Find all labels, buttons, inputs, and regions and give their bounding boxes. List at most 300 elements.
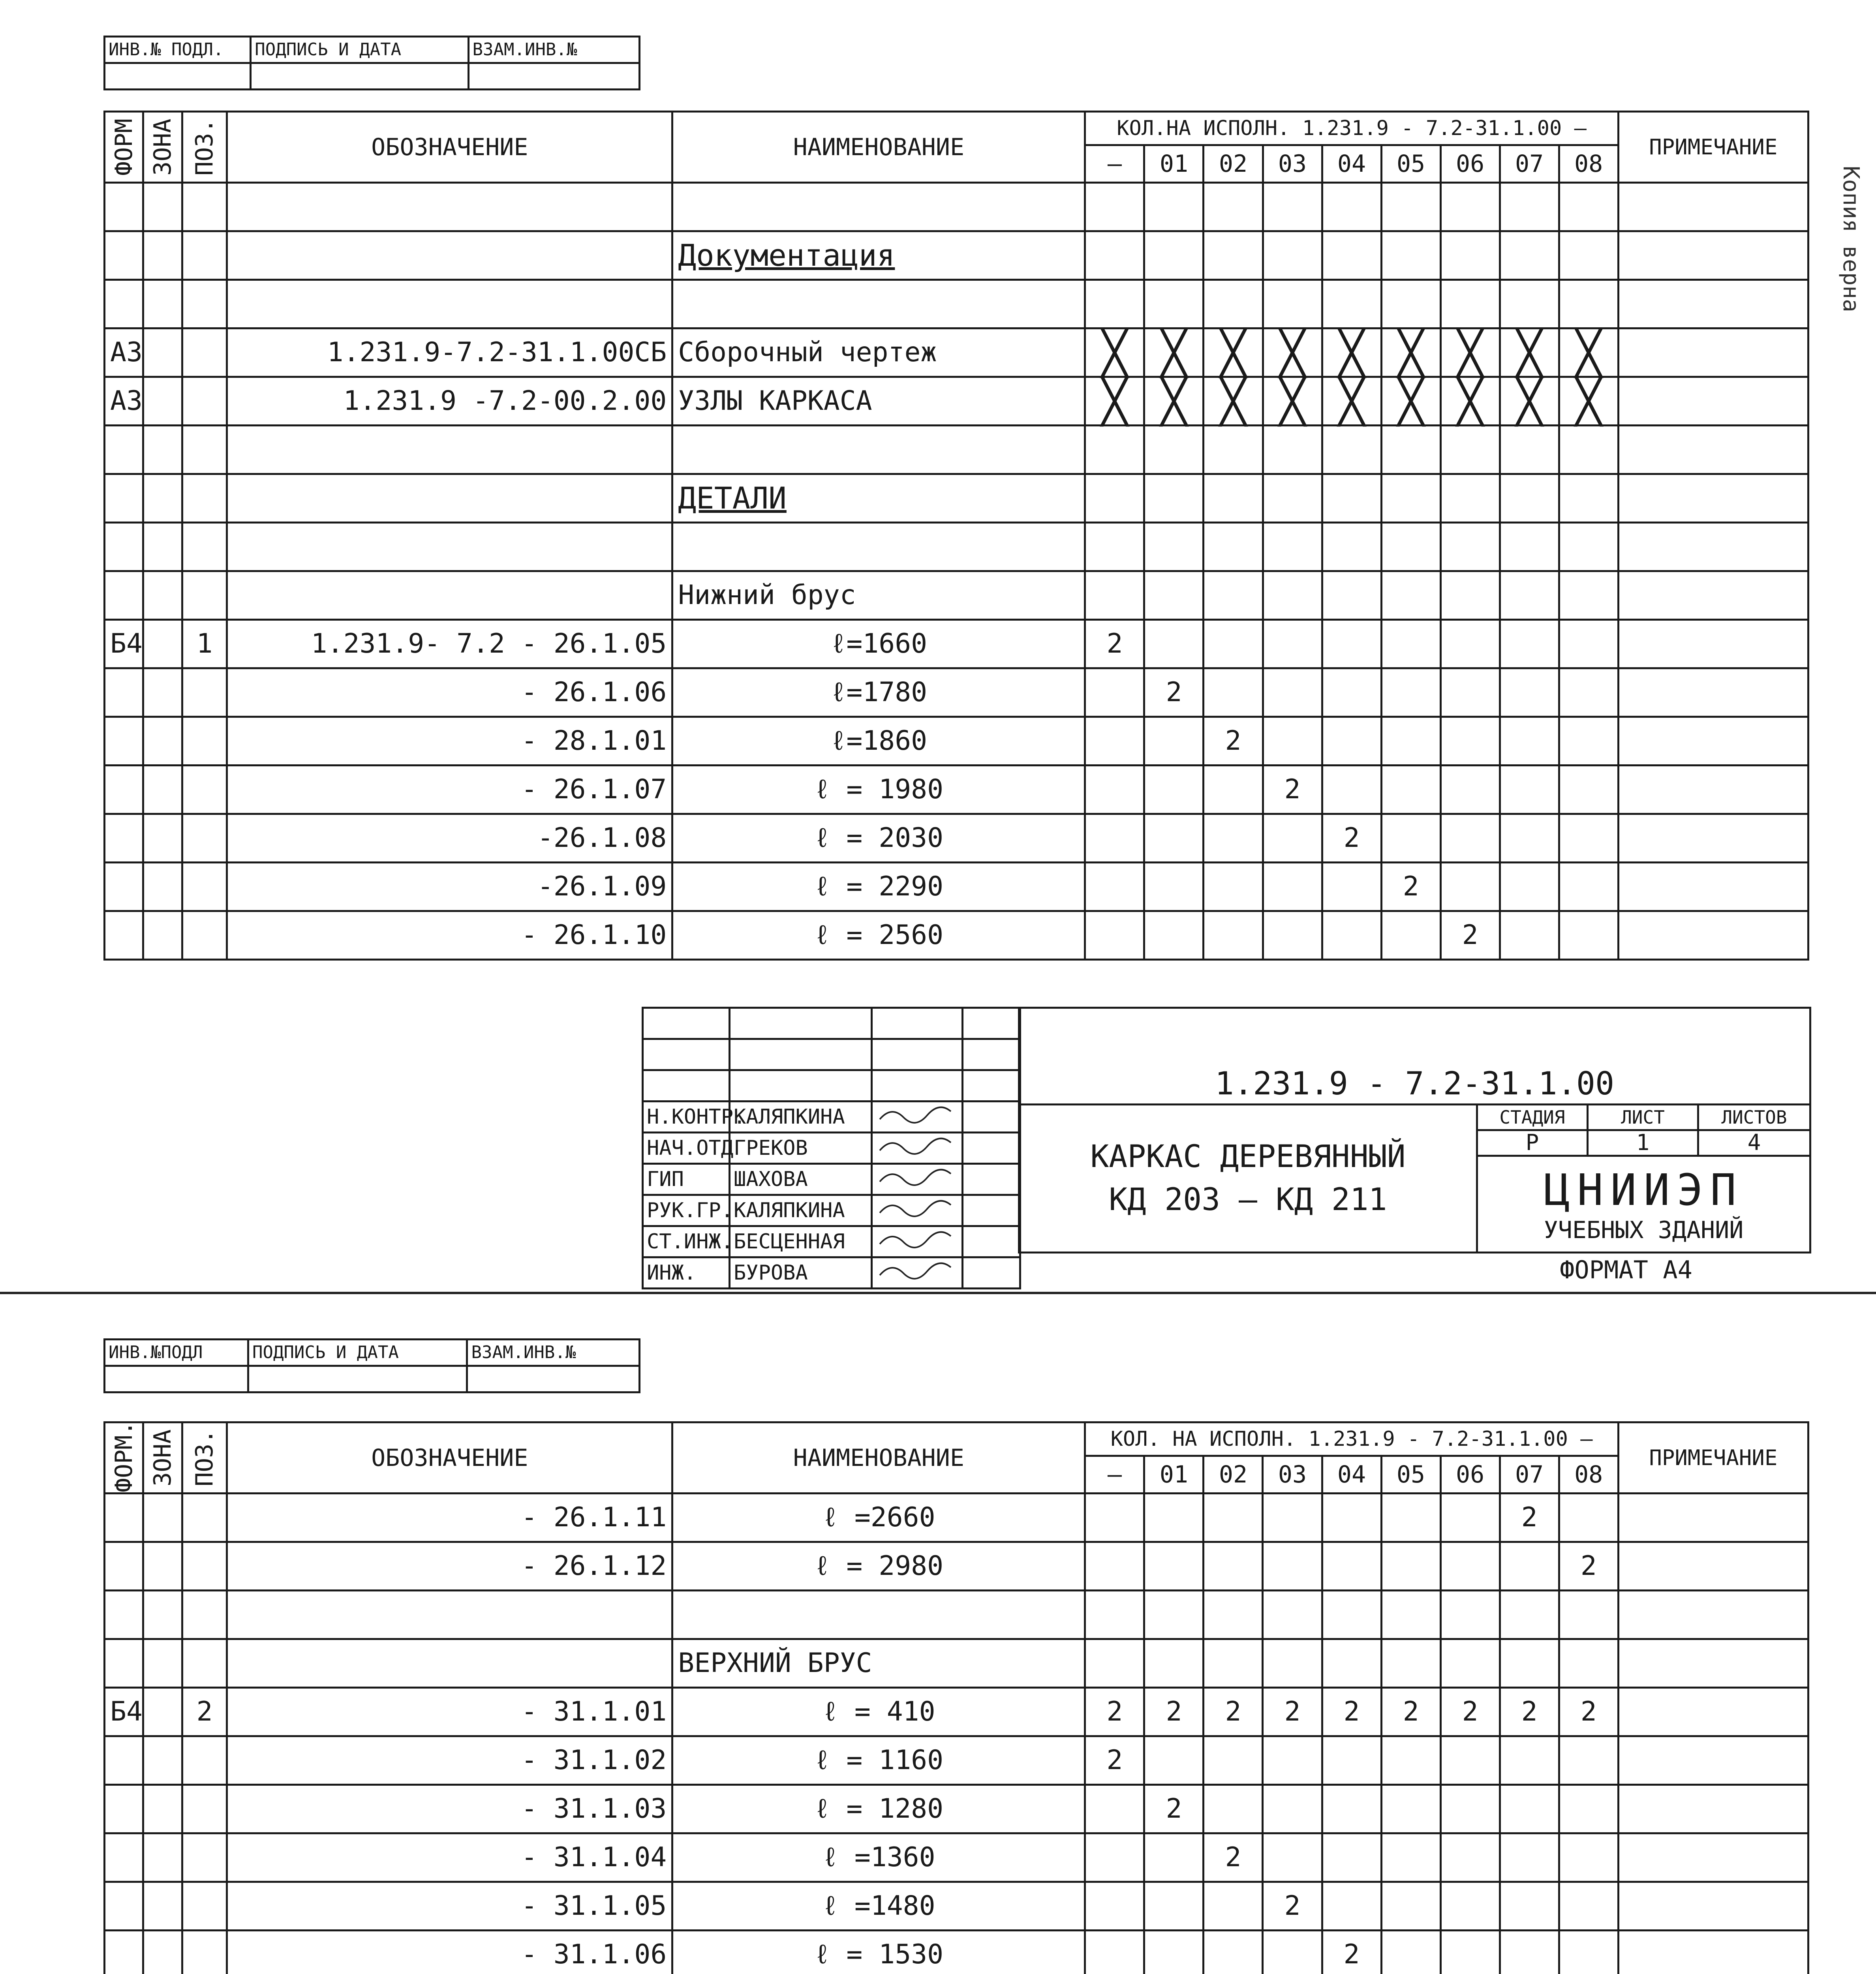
- cell-qty: [1204, 426, 1263, 474]
- cell-qty: 2: [1440, 911, 1500, 960]
- cell-qty: [1381, 231, 1440, 280]
- cell-qty: [1204, 231, 1263, 280]
- cell-qty: [1440, 1736, 1500, 1785]
- sign-date-label: ПОДПИСЬ И ДАТА: [251, 37, 468, 63]
- cell-form: [105, 1639, 143, 1688]
- cell-qty: [1440, 620, 1500, 668]
- cell-qty: [1144, 474, 1204, 523]
- title-block: [1018, 1007, 1811, 1253]
- cell-qty: [1085, 1591, 1144, 1639]
- cell-form: А3: [105, 377, 143, 426]
- cell-qty: [1500, 1736, 1559, 1785]
- cell-qty: [1144, 1736, 1204, 1785]
- cell-qty: [1322, 1736, 1381, 1785]
- variant-col: 08: [1559, 1456, 1618, 1494]
- cell-qty: [1559, 766, 1618, 814]
- cell-qty: [1085, 183, 1144, 231]
- table-row: [105, 620, 1808, 668]
- table-row: [105, 426, 1808, 474]
- cell-qty: [1144, 620, 1204, 668]
- person: ШАХОВА: [730, 1164, 872, 1195]
- cell-name: ℓ =2660: [672, 1494, 1085, 1542]
- cell-designation: [227, 523, 672, 571]
- cell-designation: [227, 183, 672, 231]
- cell-pos: [182, 1736, 227, 1785]
- cell-designation: - 28.1.01: [227, 717, 672, 766]
- cell-qty: [1263, 911, 1322, 960]
- cell-qty: [1263, 1494, 1322, 1542]
- cell-qty: [1085, 1542, 1144, 1591]
- cell-qty: 2: [1322, 814, 1381, 863]
- cell-zone: [143, 231, 182, 280]
- cell-qty: [1381, 766, 1440, 814]
- cell-qty: [1500, 523, 1559, 571]
- cell-qty: 2: [1500, 1494, 1559, 1542]
- role: ГИП: [643, 1164, 730, 1195]
- table-row: [105, 1736, 1808, 1785]
- spec-table-1: [103, 111, 1809, 961]
- cell-qty: [1322, 1785, 1381, 1833]
- variant-col: 07: [1500, 145, 1559, 183]
- cell-qty: [1204, 571, 1263, 620]
- cell-pos: [182, 328, 227, 377]
- cell-qty: [1144, 766, 1204, 814]
- top-stamp-2: [103, 1338, 640, 1393]
- cell-form: Б4: [105, 620, 143, 668]
- role: ИНЖ.: [643, 1257, 730, 1289]
- cell-qty: [1381, 717, 1440, 766]
- cell-qty: [1440, 1882, 1500, 1931]
- cell-qty: [1559, 1785, 1618, 1833]
- cell-pos: [182, 766, 227, 814]
- cell-qty: 2: [1144, 1688, 1204, 1736]
- variant-col: 06: [1440, 145, 1500, 183]
- inv-label-2: ИНВ.№ПОДЛ: [105, 1340, 248, 1366]
- cell-note: [1618, 814, 1808, 863]
- cell-form: [105, 668, 143, 717]
- cell-designation: - 26.1.11: [227, 1494, 672, 1542]
- cell-qty: [1440, 1833, 1500, 1882]
- cell-qty: [1500, 1591, 1559, 1639]
- cell-name: ДЕТАЛИ: [672, 474, 1085, 523]
- table-row: [105, 474, 1808, 523]
- variant-col: 02: [1204, 145, 1263, 183]
- cell-name: ВЕРХНИЙ БРУС: [672, 1639, 1085, 1688]
- cell-qty: 2: [1381, 863, 1440, 911]
- cell-designation: [227, 231, 672, 280]
- variant-col: 05: [1381, 145, 1440, 183]
- signature-row: [643, 1101, 1020, 1133]
- cell-note: [1618, 1688, 1808, 1736]
- cell-qty: [1085, 571, 1144, 620]
- cell-pos: [182, 1542, 227, 1591]
- cell-form: [105, 1785, 143, 1833]
- cell-qty: [1322, 1833, 1381, 1882]
- cell-qty: ╳: [1440, 377, 1500, 426]
- replace-inv-label-2: ВЗАМ.ИНВ.№: [467, 1340, 640, 1366]
- cell-qty: [1263, 1833, 1322, 1882]
- cell-note: [1618, 474, 1808, 523]
- cell-qty: [1204, 280, 1263, 328]
- table-row: [105, 183, 1808, 231]
- cell-zone: [143, 1494, 182, 1542]
- stage-label: СТАДИЯ: [1477, 1105, 1588, 1130]
- cell-qty: [1440, 1639, 1500, 1688]
- cell-designation: - 26.1.10: [227, 911, 672, 960]
- cell-qty: [1204, 863, 1263, 911]
- cell-qty: [1144, 1494, 1204, 1542]
- signature-mark: [872, 1101, 963, 1133]
- cell-qty: 2: [1559, 1542, 1618, 1591]
- cell-qty: 2: [1085, 620, 1144, 668]
- col-form: ФОРМ: [105, 112, 143, 183]
- cell-pos: [182, 523, 227, 571]
- cell-zone: [143, 328, 182, 377]
- cell-qty: [1322, 231, 1381, 280]
- variant-col: 02: [1204, 1456, 1263, 1494]
- cell-zone: [143, 863, 182, 911]
- cell-zone: [143, 1882, 182, 1931]
- sheets-value: 4: [1698, 1130, 1810, 1156]
- cell-name: [672, 523, 1085, 571]
- signature-row: [643, 1164, 1020, 1195]
- col-qty: КОЛ.НА ИСПОЛН. 1.231.9 - 7.2-31.1.00 —: [1085, 112, 1618, 145]
- cell-qty: 2: [1085, 1736, 1144, 1785]
- cell-qty: [1263, 426, 1322, 474]
- cell-form: [105, 1542, 143, 1591]
- doc-code-1: 1.231.9 - 7.2-31.1.00: [1019, 1064, 1810, 1105]
- cell-note: [1618, 1931, 1808, 1974]
- cell-qty: [1500, 426, 1559, 474]
- cell-name: ℓ =1480: [672, 1882, 1085, 1931]
- cell-qty: ╳: [1440, 328, 1500, 377]
- cell-qty: [1263, 571, 1322, 620]
- cell-designation: [227, 1591, 672, 1639]
- cell-qty: [1263, 474, 1322, 523]
- cell-qty: [1559, 911, 1618, 960]
- sheet-value: 1: [1588, 1130, 1698, 1156]
- cell-qty: [1263, 1542, 1322, 1591]
- cell-qty: [1559, 1494, 1618, 1542]
- cell-qty: [1144, 231, 1204, 280]
- cell-qty: 2: [1500, 1688, 1559, 1736]
- cell-qty: [1263, 814, 1322, 863]
- signature-mark: [872, 1195, 963, 1226]
- cell-qty: [1085, 717, 1144, 766]
- cell-name: ℓ = 2560: [672, 911, 1085, 960]
- cell-qty: [1500, 231, 1559, 280]
- cell-qty: [1322, 1591, 1381, 1639]
- cell-qty: [1322, 280, 1381, 328]
- cell-designation: - 26.1.12: [227, 1542, 672, 1591]
- cell-qty: 2: [1263, 766, 1322, 814]
- cell-zone: [143, 766, 182, 814]
- cell-form: [105, 1833, 143, 1882]
- cell-qty: [1381, 620, 1440, 668]
- signature-row: [643, 1226, 1020, 1257]
- cell-qty: [1085, 766, 1144, 814]
- cell-designation: [227, 1639, 672, 1688]
- cell-qty: [1381, 474, 1440, 523]
- signature-mark: [872, 1257, 963, 1289]
- cell-qty: 2: [1204, 1688, 1263, 1736]
- cell-qty: [1381, 911, 1440, 960]
- cell-qty: [1085, 1882, 1144, 1931]
- cell-qty: [1559, 523, 1618, 571]
- cell-qty: [1381, 183, 1440, 231]
- cell-form: [105, 1591, 143, 1639]
- cell-pos: 1: [182, 620, 227, 668]
- replace-inv-label: ВЗАМ.ИНВ.№: [468, 37, 640, 63]
- signature-mark: [872, 1226, 963, 1257]
- table-row: [105, 1931, 1808, 1974]
- cell-qty: [1263, 1785, 1322, 1833]
- sheet-2: [0, 1295, 1876, 1974]
- cell-qty: [1500, 668, 1559, 717]
- cell-qty: ╳: [1500, 328, 1559, 377]
- cell-pos: [182, 1494, 227, 1542]
- role: РУК.ГР.: [643, 1195, 730, 1226]
- cell-qty: [1381, 571, 1440, 620]
- cell-designation: [227, 280, 672, 328]
- cell-pos: [182, 377, 227, 426]
- cell-qty: [1204, 1591, 1263, 1639]
- person: БУРОВА: [730, 1257, 872, 1289]
- variant-col: 04: [1322, 145, 1381, 183]
- cell-name: [672, 1591, 1085, 1639]
- format-label-1: ФОРМАТ А4: [1560, 1255, 1692, 1284]
- cell-qty: [1204, 474, 1263, 523]
- cell-qty: ╳: [1144, 377, 1204, 426]
- table-row: [105, 1688, 1808, 1736]
- variant-col: —: [1085, 1456, 1144, 1494]
- cell-form: [105, 1736, 143, 1785]
- cell-name: ℓ=1780: [672, 668, 1085, 717]
- cell-qty: [1144, 717, 1204, 766]
- cell-pos: [182, 280, 227, 328]
- cell-qty: [1085, 523, 1144, 571]
- cell-qty: 2: [1144, 668, 1204, 717]
- cell-designation: 1.231.9 -7.2-00.2.00: [227, 377, 672, 426]
- cell-name: ℓ=1660: [672, 620, 1085, 668]
- cell-qty: [1381, 814, 1440, 863]
- cell-qty: [1322, 668, 1381, 717]
- signature-row: [643, 1195, 1020, 1226]
- cell-form: [105, 1931, 143, 1974]
- cell-qty: [1204, 766, 1263, 814]
- cell-qty: [1500, 474, 1559, 523]
- cell-zone: [143, 1688, 182, 1736]
- cell-name: [672, 280, 1085, 328]
- cell-qty: [1144, 814, 1204, 863]
- cell-qty: [1322, 863, 1381, 911]
- cell-note: [1618, 231, 1808, 280]
- col-pos: ПОЗ.: [182, 112, 227, 183]
- cell-form: [105, 571, 143, 620]
- cell-qty: [1085, 911, 1144, 960]
- cell-name: [672, 426, 1085, 474]
- cell-qty: 2: [1263, 1688, 1322, 1736]
- title-line-2: КД 203 — КД 211: [1109, 1182, 1387, 1218]
- inv-label: ИНВ.№ ПОДЛ.: [105, 37, 251, 63]
- cell-note: [1618, 377, 1808, 426]
- col-zone: ЗОНА: [143, 112, 182, 183]
- cell-note: [1618, 1494, 1808, 1542]
- cell-qty: [1322, 766, 1381, 814]
- cell-name: ℓ =1360: [672, 1833, 1085, 1882]
- cell-qty: [1204, 814, 1263, 863]
- organization: [1477, 1156, 1810, 1253]
- cell-qty: [1381, 1833, 1440, 1882]
- cell-qty: [1322, 620, 1381, 668]
- cell-qty: [1440, 1542, 1500, 1591]
- cell-name: ℓ=1860: [672, 717, 1085, 766]
- cell-name: Сборочный чертеж: [672, 328, 1085, 377]
- cell-zone: [143, 814, 182, 863]
- cell-qty: ╳: [1204, 377, 1263, 426]
- cell-qty: ╳: [1500, 377, 1559, 426]
- cell-qty: [1204, 1931, 1263, 1974]
- cell-form: [105, 814, 143, 863]
- cell-qty: [1204, 523, 1263, 571]
- cell-qty: [1559, 280, 1618, 328]
- cell-name: ℓ = 1530: [672, 1931, 1085, 1974]
- cell-qty: [1559, 231, 1618, 280]
- cell-designation: [227, 474, 672, 523]
- cell-qty: [1381, 668, 1440, 717]
- title-line-1: КАРКАС ДЕРЕВЯННЫЙ: [1090, 1139, 1406, 1175]
- cell-pos: [182, 426, 227, 474]
- cell-form: [105, 183, 143, 231]
- cell-qty: [1144, 863, 1204, 911]
- cell-qty: [1322, 1542, 1381, 1591]
- cell-note: [1618, 863, 1808, 911]
- cell-qty: [1263, 717, 1322, 766]
- cell-pos: [182, 474, 227, 523]
- cell-qty: ╳: [1381, 328, 1440, 377]
- cell-qty: [1322, 1639, 1381, 1688]
- cell-zone: [143, 620, 182, 668]
- cell-qty: [1085, 814, 1144, 863]
- cell-qty: [1440, 766, 1500, 814]
- table-row: [105, 1542, 1808, 1591]
- cell-qty: [1085, 1639, 1144, 1688]
- table-row: [105, 1833, 1808, 1882]
- col-qty-2: КОЛ. НА ИСПОЛН. 1.231.9 - 7.2-31.1.00 —: [1085, 1422, 1618, 1456]
- cell-pos: [182, 1882, 227, 1931]
- cell-qty: [1559, 1591, 1618, 1639]
- cell-designation: 1.231.9-7.2-31.1.00СБ: [227, 328, 672, 377]
- cell-form: [105, 474, 143, 523]
- cell-zone: [143, 377, 182, 426]
- table-row: [105, 328, 1808, 377]
- cell-note: [1618, 280, 1808, 328]
- cell-form: [105, 426, 143, 474]
- cell-qty: [1204, 620, 1263, 668]
- cell-note: [1618, 1785, 1808, 1833]
- cell-pos: [182, 571, 227, 620]
- signature-block: [642, 1007, 1021, 1289]
- cell-qty: [1559, 717, 1618, 766]
- cell-designation: - 31.1.06: [227, 1931, 672, 1974]
- cell-qty: [1559, 571, 1618, 620]
- cell-qty: [1381, 1931, 1440, 1974]
- cell-zone: [143, 911, 182, 960]
- cell-qty: 2: [1204, 717, 1263, 766]
- cell-qty: [1440, 1494, 1500, 1542]
- sheets-label: ЛИСТОВ: [1698, 1105, 1810, 1130]
- cell-qty: [1440, 523, 1500, 571]
- cell-qty: [1559, 620, 1618, 668]
- cell-form: [105, 911, 143, 960]
- top-stamp-1: [103, 36, 640, 90]
- cell-qty: [1085, 1833, 1144, 1882]
- cell-qty: 2: [1440, 1688, 1500, 1736]
- signature-row: [643, 1257, 1020, 1289]
- cell-zone: [143, 1639, 182, 1688]
- cell-qty: [1440, 231, 1500, 280]
- sign-date-label-2: ПОДПИСЬ И ДАТА: [248, 1340, 467, 1366]
- cell-form: Б4: [105, 1688, 143, 1736]
- cell-qty: ╳: [1204, 328, 1263, 377]
- cell-zone: [143, 717, 182, 766]
- cell-qty: [1204, 1639, 1263, 1688]
- cell-pos: [182, 1639, 227, 1688]
- cell-form: [105, 717, 143, 766]
- cell-note: [1618, 1736, 1808, 1785]
- cell-qty: [1440, 668, 1500, 717]
- cell-qty: [1440, 183, 1500, 231]
- cell-note: [1618, 328, 1808, 377]
- cell-qty: [1559, 1639, 1618, 1688]
- table-row: [105, 1882, 1808, 1931]
- cell-designation: - 31.1.04: [227, 1833, 672, 1882]
- spec-table-2: [103, 1421, 1809, 1974]
- col-form-2: ФОРМ.: [105, 1422, 143, 1494]
- cell-qty: [1263, 1639, 1322, 1688]
- cell-qty: 2: [1085, 1688, 1144, 1736]
- cell-name: УЗЛЫ КАРКАСА: [672, 377, 1085, 426]
- cell-qty: [1204, 668, 1263, 717]
- person: КАЛЯПКИНА: [730, 1101, 872, 1133]
- cell-qty: [1381, 280, 1440, 328]
- cell-qty: [1085, 863, 1144, 911]
- role: СТ.ИНЖ.: [643, 1226, 730, 1257]
- cell-qty: [1500, 620, 1559, 668]
- cell-zone: [143, 1833, 182, 1882]
- cell-qty: [1322, 717, 1381, 766]
- cell-name: ℓ = 2980: [672, 1542, 1085, 1591]
- cell-pos: [182, 183, 227, 231]
- cell-qty: [1263, 1931, 1322, 1974]
- cell-qty: [1500, 863, 1559, 911]
- cell-qty: [1500, 1785, 1559, 1833]
- cell-qty: [1085, 1494, 1144, 1542]
- variant-col: 05: [1381, 1456, 1440, 1494]
- table-row: [105, 377, 1808, 426]
- person: ГРЕКОВ: [730, 1133, 872, 1164]
- cell-qty: 2: [1322, 1688, 1381, 1736]
- cell-designation: -26.1.09: [227, 863, 672, 911]
- drawing-title: [1019, 1105, 1477, 1253]
- cell-qty: ╳: [1085, 328, 1144, 377]
- cell-qty: ╳: [1322, 377, 1381, 426]
- cell-qty: [1500, 280, 1559, 328]
- cell-qty: [1144, 523, 1204, 571]
- col-designation: ОБОЗНАЧЕНИЕ: [227, 112, 672, 183]
- cell-qty: [1263, 668, 1322, 717]
- cell-name: Документация: [672, 231, 1085, 280]
